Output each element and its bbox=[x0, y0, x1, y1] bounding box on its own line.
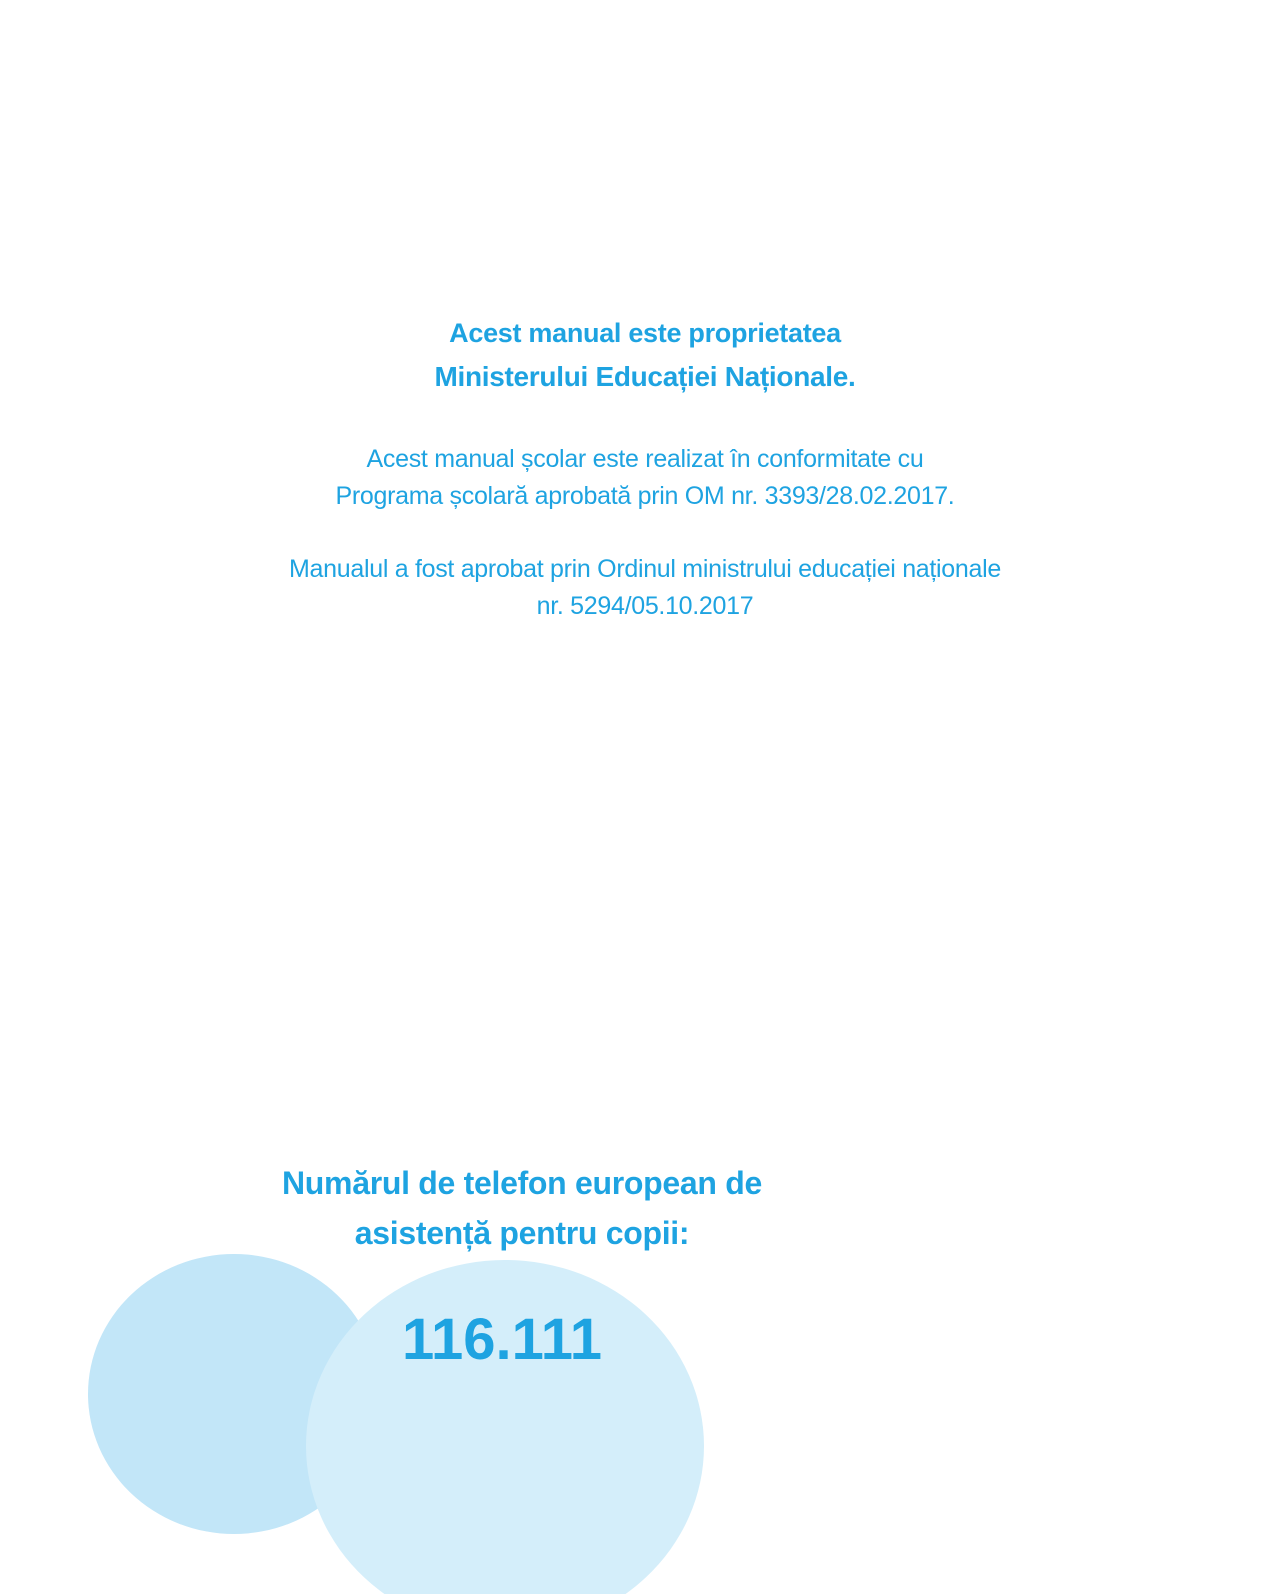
order-line-1: Manualul a fost aprobat prin Ordinul ministrului educației naționale bbox=[289, 555, 1001, 583]
helpline-number: 116.111 bbox=[401, 1307, 603, 1372]
conformity-line-2: Programa școlară aprobată prin OM nr. 3393/28.02.2017. bbox=[335, 482, 955, 510]
curriculum-conformity-statement bbox=[0, 441, 1284, 515]
ministerial-order-statement bbox=[0, 551, 1284, 625]
helpline-heading-line-1: Numărul de telefon european de bbox=[282, 1165, 762, 1201]
helpline-heading-line-2: asistență pentru copii: bbox=[354, 1215, 690, 1251]
conformity-line-1: Acest manual școlar este realizat în conformitate cu bbox=[366, 445, 924, 473]
order-line-2: nr. 5294/05.10.2017 bbox=[536, 592, 754, 620]
helpline-heading bbox=[200, 1158, 844, 1258]
ownership-statement bbox=[0, 312, 1284, 400]
ownership-line-1: Acest manual este proprietatea bbox=[449, 318, 841, 348]
ownership-line-2: Ministerului Educației Naționale. bbox=[434, 361, 856, 392]
